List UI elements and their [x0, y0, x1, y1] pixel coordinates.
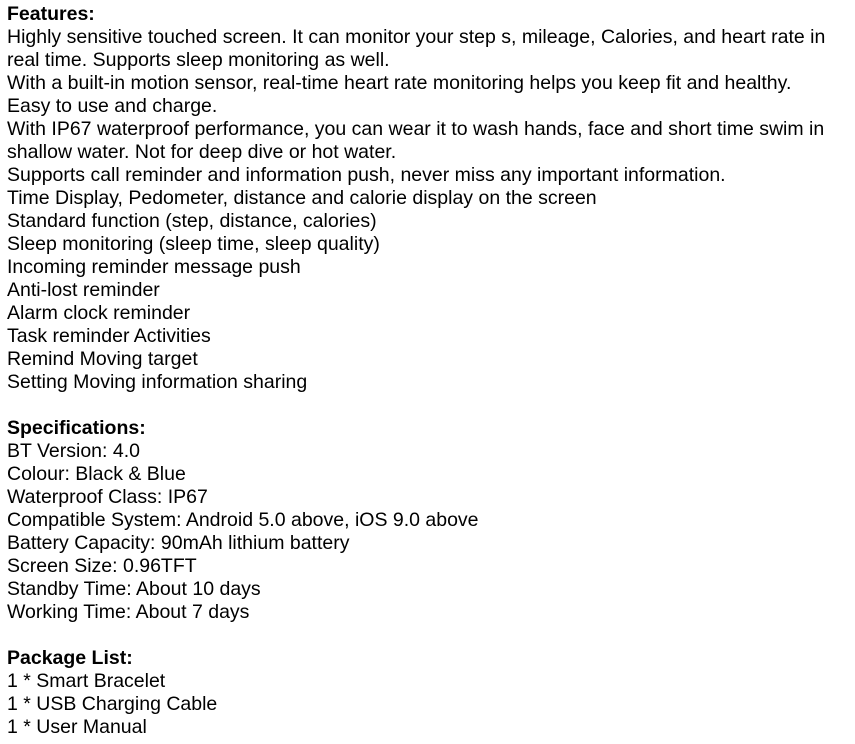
- spec-line: Standby Time: About 10 days: [7, 578, 261, 600]
- feature-line: Time Display, Pedometer, distance and calorie display on the screen: [7, 187, 597, 209]
- features-heading: Features:: [7, 3, 95, 25]
- feature-line: Task reminder Activities: [7, 325, 211, 347]
- feature-line: Remind Moving target: [7, 348, 198, 370]
- package-item: 1 * User Manual: [7, 716, 147, 738]
- feature-line: Highly sensitive touched screen. It can monitor your step s, mileage, Calories, and heart rate in: [7, 26, 826, 48]
- feature-line: Alarm clock reminder: [7, 302, 191, 324]
- product-description-document: [7, 3, 852, 739]
- section-spacer: [7, 624, 852, 647]
- package-list-section: [7, 647, 852, 739]
- specifications-heading: Specifications:: [7, 417, 146, 439]
- feature-line: With a built-in motion sensor, real-time heart rate monitoring helps you keep fit and healthy.: [7, 72, 792, 94]
- feature-line: shallow water. Not for deep dive or hot water.: [7, 141, 397, 163]
- specifications-section: [7, 417, 852, 624]
- feature-line: Easy to use and charge.: [7, 95, 218, 117]
- section-spacer: [7, 394, 852, 417]
- feature-line: Anti-lost reminder: [7, 279, 160, 301]
- spec-line: Compatible System: Android 5.0 above, iOS 9.0 above: [7, 509, 479, 531]
- package-item: 1 * Smart Bracelet: [7, 670, 166, 692]
- spec-line: BT Version: 4.0: [7, 440, 140, 462]
- spec-line: Working Time: About 7 days: [7, 601, 250, 623]
- spec-line: Battery Capacity: 90mAh lithium battery: [7, 532, 350, 554]
- feature-line: With IP67 waterproof performance, you can wear it to wash hands, face and short time swim in: [7, 118, 825, 140]
- feature-line: real time. Supports sleep monitoring as well.: [7, 49, 390, 71]
- spec-line: Colour: Black & Blue: [7, 463, 186, 485]
- package-list-heading: Package List:: [7, 647, 133, 669]
- feature-line: Standard function (step, distance, calories): [7, 210, 377, 232]
- feature-line: Setting Moving information sharing: [7, 371, 308, 393]
- feature-line: Supports call reminder and information push, never miss any important information.: [7, 164, 726, 186]
- feature-line: Sleep monitoring (sleep time, sleep quality): [7, 233, 380, 255]
- features-section: [7, 3, 852, 394]
- spec-line: Screen Size: 0.96TFT: [7, 555, 197, 577]
- feature-line: Incoming reminder message push: [7, 256, 301, 278]
- package-item: 1 * USB Charging Cable: [7, 693, 218, 715]
- spec-line: Waterproof Class: IP67: [7, 486, 208, 508]
